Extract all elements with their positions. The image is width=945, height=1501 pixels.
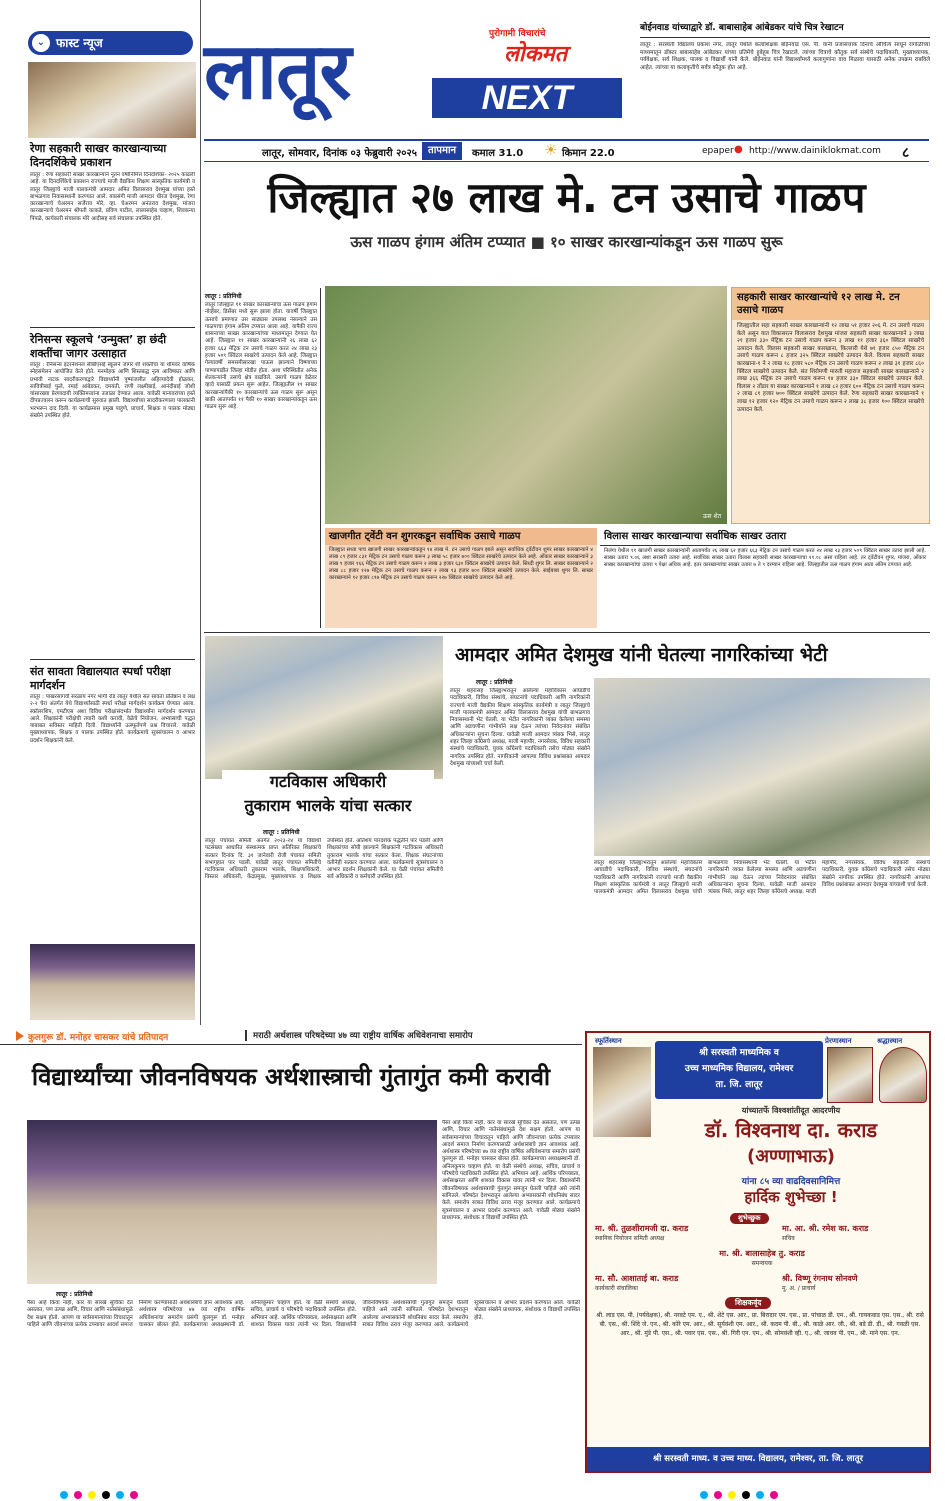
sidebar-story3-headline: संत सावता विद्यालयात स्पर्धा परीक्षा मार्गदर्शन: [30, 665, 171, 692]
kicker-right: मराठी अर्थशास्त्र परिषदेच्या ४७ व्या राष्ट्रीय वार्षिक अधिवेशनाचा समारोप: [245, 1030, 473, 1041]
ad-staff-list: श्री. लाड एस. पी. (पर्यवेक्षक), श्री. नरवटे एम. ए., श्री. शेटे एस. आर., प्रा. बिरादार एम. एस., प्रा. पांचाळ डी. एम., श्री. गायकवाड एस. एस., श्री. रासे बी. एस., श्री. शिंदे जे. एन., श्री. कोरे एम. आर., श्री. सूर्यवंशी एम. आर., श्री. कदम पी. बी., श्री. काळे आर. जी., श्री. बडे डी. डी., श्री. गवळी एस. आर., श्री. मुंडे पी. एस., श्री. पवार एस. एस., श्री. गिरी एन. एम., श्री. सोमवंशी व्ही. ए., श्री. जाधव पी. एम., श्री. माने एस. एन.: [596, 1312, 924, 1337]
econ-body-side: पैसा आहे किंवा नाही, कार या सारखे सूचिका देत असतात, पण उत्पन्न आणि, विचार आणि नातेसंबंधामुळे देश सक्षम होतो. आपण या सर्वसामान्यांच्या विचारातून पाहिले आणि जीवनाच्या प्रत्येक टप्प्यावर आदर्श समाज निर्माण करण्यासाठी अर्थशास्त्राचे ज्ञान आवश्यक आहे. अर्थशास्त्र परिषदेच्या ४७ व्या राष्ट्रीय वार्षिक अधिवेशनाचा समारोप प्रसंगी कुलगुरू डॉ. मनोहर चासकर बोलत होते. कार्यक्रमाच्या अध्यक्षस्थानी डॉ. अनिलकुमार चव्हाण होते. या वेळी संस्थेचे अध्यक्ष, सचिव, प्राचार्य व परिषदेचे पदाधिकारी उपस्थित होते. अभियान आहे. आर्थिक परिपक्वता, अर्थसाक्षरता आणि शाश्वत विकास यावर त्यांनी भर दिला. विद्यार्थ्यांनी जीवनविषयक अर्थशास्त्राची गुंतागुंत समजून घेतली पाहिजे असे त्यांनी सांगितले. परिषदेत देशभरातून आलेल्या अभ्यासकांनी शोधनिबंध सादर केले. समारोप सत्रात विविध ठराव मंजूर करण्यात आले. कार्यक्रमाचे सूत्रसंचालन व आभार प्रदर्शन करण्यात आले. यावेळी मोठ्या संख्येने प्राध्यापक, संशोधक व विद्यार्थी उपस्थित होते.: [442, 1120, 580, 1221]
fast-news-label: फास्ट न्यूज: [56, 36, 103, 50]
masthead: [204, 18, 630, 138]
sidebar-story2-headline: रेनिसन्स स्कूलचे ‘उन्मुक्त’ हा छंदी शक्तींचा जागर उत्साहात: [30, 333, 167, 360]
deshmukh-byline: लातूर : प्रतिनिधी: [476, 679, 513, 686]
registration-marks-right: [700, 1484, 784, 1501]
sugarcane-field-photo: [325, 286, 727, 524]
ad-person2-role: सचिव: [782, 1235, 795, 1242]
epaper-link[interactable]: http://www.dainiklokmat.com: [749, 146, 881, 156]
ad-person1-name: मा. श्री. तुळशीरामजी दा. कराड: [595, 1224, 689, 1233]
ad-honoree-alias: (अण्णाभाऊ): [747, 1146, 835, 1167]
orange-triangle-icon: [16, 1031, 24, 1041]
main-byline: लातूर : प्रतिनिधी: [205, 293, 242, 300]
ad-guide-label: प्रेरणास्थान: [825, 1037, 852, 1045]
ad-portrait-guide: [827, 1047, 873, 1103]
coop-box-body: जिल्ह्यातील सहा सहकारी साखर कारखान्यांनी १२ लाख ५१ हजार २०६ मे. टन उसाचे गाळप केले असून यात विकासरत्न विलासराव देशमुख मांजरा सहकारी साखर कारखान्याने ३ लाख २१ हजार ३३० मेट्रिक टन उसाचे गाळप करून ३ लाख ११ हजार ३६० क्विंटल साखरेचे उत्पादन केले. विलास सहकारी साखर कारखाना, किल्लारी येथे ७१ हजार ८५० मेट्रिक टन उसाचे गाळप करून ८ हजार ३२५ क्विंटल साखरेचे उत्पादन केले. विलास सहकारी साखर कारखाना-१ ने २ लाख १८ हजार ५८० मेट्रिक टन उसाचे गाळप करून २ लाख ३१ हजार ८६० क्विंटल साखरेचे उत्पादन केले. संत शिरोमणी मारुती महाराज सहकारी साखर कारखान्याने २ लाख ३६६ मेट्रिक टन उसाचे गाळप करून १४ हजार ३३० क्विंटल साखरेचे उत्पादन केले. विलास २ तोंडार या साखर कारखान्याने १ लाख ८२ हजार ६०० मेट्रिक टन उसाचे गाळप करून २ लाख ८१ हजार ७०० क्विंटल साखरेचे उत्पादन केले. रेणा सहकारी साखर कारखान्याने १ लाख १२ हजार १२० मेट्रिक टन उसाचे गाळप करून २ लाख ३८ हजार १०० क्विंटल साखरेचे उत्पादन केले.: [737, 323, 924, 413]
top-right-headline: बोईनवाड यांच्याद्वारे डॉ. बाबासाहेब आंबेडकर यांचे चित्र रेखाटन: [640, 22, 930, 38]
econ-body: पैसा आहे किंवा नाही, कार या सारखे सूचिका देत असतात, पण उत्पन्न आणि, विचार आणि नातेसंबंधामुळे देश सक्षम होतो. आपण या सर्वसामान्यांच्या विचारातून पाहिले आणि जीवनाच्या प्रत्येक टप्प्यावर आदर्श समाज निर्माण करण्यासाठी अर्थशास्त्राचे ज्ञान आवश्यक आहे. अर्थशास्त्र परिषदेच्या ४७ व्या राष्ट्रीय वार्षिक अधिवेशनाचा समारोप प्रसंगी कुलगुरू डॉ. मनोहर चासकर बोलत होते. कार्यक्रमाच्या अध्यक्षस्थानी डॉ. अनिलकुमार चव्हाण होते. या वेळी संस्थेचे अध्यक्ष, सचिव, प्राचार्य व परिषदेचे पदाधिकारी उपस्थित होते. अभियान आहे. आर्थिक परिपक्वता, अर्थसाक्षरता आणि शाश्वत विकास यावर त्यांनी भर दिला. विद्यार्थ्यांनी जीवनविषयक अर्थशास्त्राची गुंतागुंत समजून घेतली पाहिजे असे त्यांनी सांगितले. परिषदेत देशभरातून आलेल्या अभ्यासकांनी शोधनिबंध सादर केले. समारोप सत्रात विविध ठराव मंजूर करण्यात आले. कार्यक्रमाचे सूत्रसंचालन व आभार प्रदर्शन करण्यात आले. यावेळी मोठ्या संख्येने प्राध्यापक, संशोधक व विद्यार्थी उपस्थित होते.: [27, 1300, 580, 1328]
divider: [30, 659, 195, 660]
epaper-label: epaper: [702, 146, 734, 156]
max-temp: कमाल 31.0: [472, 148, 524, 159]
main-headline: जिल्ह्यात २७ लाख मे. टन उसाचे गाळप: [267, 173, 866, 222]
deshmukh-body: लातूर शहरासह जिल्ह्याभरातून आलेल्या महाविकास आघाडीचे पदाधिकारी, विविध संस्थांचे, संघटनांचे पदाधिकारी आणि नागरिकांनी राज्याचे माजी वैद्यकीय शिक्षण सांस्कृतिक कार्यमंत्री व लातूर जिल्ह्याचे माजी पालकमंत्री आमदार अमित विलासराव देशमुख यांची बाभळगाव निवासस्थानी भेट घेतली. या भेटीत नागरिकांनी व्यक्त केलेल्या समस्या आणि अडचणींना गांभीर्याने लक्ष देऊन त्यांच्या निवेदनांवर संबंधित अधिकाऱ्यांना सूचना दिल्या. यावेळी माजी आमदार त्र्यंबक भिसे, लातूर शहर जिल्हा काँग्रेसचे अध्यक्ष, माजी महापौर, नगरसेवक, विविध सहकारी संस्थांचे पदाधिकारी, युवक काँग्रेसचे पदाधिकारी तसेच मोठ्या संख्येने नागरिक उपस्थित होते. नागरिकांनी आपल्या विविध प्रश्नांबाबत आमदार देशमुख यांच्याशी चर्चा केली.: [450, 688, 590, 767]
page-number: ८: [902, 145, 910, 161]
masthead-title: लातूर: [204, 27, 351, 117]
vilas-box: [600, 528, 930, 628]
kicker-left: कुलगुरू डॉ. मनोहर चासकर यांचे प्रतिपादन: [28, 1033, 169, 1043]
coop-box-headline: सहकारी साखर कारखान्यांचे १२ लाख मे. टन उसाचे गाळप: [732, 288, 929, 320]
sidebar-photo-students: [30, 944, 195, 1020]
ad-inspiration-label: स्फूर्तिस्थान: [595, 1037, 622, 1045]
main-body: लातूर जिल्ह्यात ११ साखर कारखान्यांचा ऊस गाळप हंगाम नोव्हेंबर, डिसेंबर मध्ये सुरू झाला होता. यावर्षी जिल्ह्यात ऊसाचे प्रमाणात उस साठ्यास उपलब्ध नसल्याने उस गाळपाचा हंगाम अंतिम टप्प्यात आला आहे. यापैकी राज्य शासनाच्या साखर कारखान्यांच्या माध्यमातून देण्यात येत आहे. जिल्ह्यात ११ साखर कारखान्यांनी २६ लाख ६२ हजार ६६३ मेट्रिक टन उसाचे गाळप करत २४ लाख २३ हजार ५०९ क्विंटल साखरेचे उत्पादन केले आहे. जिल्ह्यात गेल्यावर्षी समसमीसारखा पाऊस झाल्याने विष्णाच्या पाण्यापाडीत जिल्हा मोडीत होता. अशा परिस्थितीत अनेक शेतकऱ्यांनी उसाचे क्षेत्र वाढविले. उसाचे गाळप वेळेवर व्हावे यासाठी प्रयत्न सुरू आहेत. जिल्ह्यातील ११ साखर कारखान्यांपैकी १० कारखान्यांचे ऊस गाळप सुरू असून बाकी आतापर्यंत ११ पैकी १० साखर कारखान्यांकडून ऊस गाळप सुरू आहे.: [205, 302, 317, 411]
bhalke-body: लातूर पंचायत समिती अंतर्गत २०२३-२४ या विद्यार्थी पटसंख्या आधारित संस्थात्मक प्राप्त अतिरिक्त शिक्षकांचे सत्कार दिनांक दि. ३१ जानेवारी रोजी पंचायत समिती सभागृहात पार पडली. यावेळी लातूर पंचायत समितीचे गटविकास अधिकारी तुकाराम भालके, शिक्षणाधिकारी, विस्तार अधिकारी, केंद्रप्रमुख, मुख्याध्यापक व शिक्षक उपस्थित होते. अतिशय पारदर्शक पद्धतीने पार पडली आणि शिक्षकांच्या सोयी झाल्याने शिक्षकांनी गटविकास अधिकारी तुकाराम भालके यांचा सत्कार केला. शिक्षक संघटनांच्या वतीनेही सत्कार करण्यात आला. कार्यक्रमाचे सूत्रसंचालन व आभार प्रदर्शन शिक्षकांनी केले. या वेळी पंचायत समितीचे सर्व अधिकारी व कर्मचारी उपस्थित होते.: [205, 838, 443, 881]
deshmukh-meeting-photo: [594, 678, 930, 856]
ad-person5-name: श्री. विष्णू रंगनाथ सोनवणे: [782, 1274, 858, 1283]
registration-marks-left: [60, 1484, 144, 1501]
top-right-body: लातूर : सरस्वती विद्यालय प्रकाश नगर, लातूर येथील कलाशिक्षक बोईनवाड एस. पी. यांनी प्रजासत्ताक दिनाचे औचित्य साधून रांगोळीच्या माध्यमातून डॉक्टर बाबासाहेब आंबेडकर यांच्या प्रतिमेचे हुबेहूब चित्र रेखाटले. त्यांच्या चित्राचे कौतुक सर्व संस्थेचे पदाधिकारी, मुख्याध्यापक, पर्यवेक्षक, सर्व शिक्षक, पालक व विद्यार्थी यांनी केले. बोईनवाड यांनी विद्यार्थ्यांमध्ये कलागुणांना वाव मिळावा यासाठी अनेक उपक्रम राबविले आहेत. त्यांच्या या कलाकृतीचे सर्वत्र कौतुक होत आहे.: [640, 42, 930, 71]
brand-logo: लोकमत: [504, 42, 568, 67]
sidebar-photo-calendar-release: [28, 62, 196, 138]
ad-person5-role: मु. अ. / प्राचार्य: [782, 1285, 816, 1292]
dateline-bar: [204, 139, 929, 162]
sidebar: [0, 0, 201, 1025]
ad-school-banner: [655, 1041, 823, 1099]
main-subhead: ऊस गाळप हंगाम अंतिम टप्प्यात ■ १० साखर कारखान्यांकडून ऊस गाळप सुरू: [350, 233, 783, 251]
ad-footer: श्री सरस्वती माध्य. व उच्च माध्य. विद्यालय, रामेश्वर, ता. जि. लातूर: [587, 1447, 929, 1471]
ad-occasion: यांना ८५ व्या वाढदिवसानिमित्त: [741, 1177, 841, 1187]
ad-person4-role: कार्यकारी संचालिका: [595, 1285, 638, 1292]
bhalke-headline-box: [222, 770, 434, 822]
divider: [30, 327, 195, 328]
brand-tagline: पुरोगामी विचारांचे: [489, 29, 546, 39]
min-temp: किमान 22.0: [562, 148, 615, 159]
ad-person1-role: स्थानिक नियोजन समिती अध्यक्ष: [595, 1235, 665, 1242]
vilas-box-headline: विलास साखर कारखान्याचा सर्वाधिक साखर उतारा: [600, 528, 930, 546]
ad-person5: [782, 1273, 927, 1292]
vilas-box-body: निलंगा येथील ११ खाजगी साखर कारखान्यांनी आतापर्यंत २६ लाख ६२ हजार ६६३ मेट्रिक टन उसाचे गाळप करत २४ लाख २३ हजार ५०९ क्विंटल साखर उतारा झाली आहे. साखर उतारा ९.०६ अशा सरासरी उतारा आहे. सर्वाधिक साखर उतारा विलास सहकारी साखर कारखान्याचा ११.०८ असा राहिला आहे. तर ट्वेंटीवन शुगर, मांजरा, ओंकार साखर कारखान्यांचा उतारा ९ पेक्षा अधिक आहे. इतर कारखान्यांचा साखर उतारा ७ ते ९ दरम्यान राहिला आहे. जिल्ह्यातील ऊस गाळप हंगाम आता अंतिम टप्प्यात आहे.: [604, 548, 926, 568]
ad-person2: [782, 1223, 927, 1242]
masthead-next-badge: NEXT: [432, 78, 622, 118]
ad-wish-intro: यांच्यातर्फे विश्वशांतीदूत आदरणीय: [741, 1106, 841, 1115]
kicker-strip: [0, 1027, 582, 1045]
conference-stage-photo: [27, 1120, 437, 1284]
dateline: लातूर, सोमवार, दिनांक ०३ फेब्रुवारी २०२५: [262, 148, 417, 159]
coop-box: [731, 287, 930, 524]
private-box-headline: खाजगीत ट्वेंटी वन शुगरकडून सर्वाधिक उसाचे गाळप: [325, 528, 597, 545]
bhalke-byline: लातूर : प्रतिनिधी: [263, 829, 300, 836]
birthday-advertisement: [585, 1031, 931, 1473]
bhalke-headline-line2: तुकाराम भालके यांचा सत्कार: [244, 796, 412, 815]
sidebar-story1-body: लातूर : रेणा सहकारी साखर कारखान्याने नूतन वर्षानिमित्त दिनदर्शिका- २०२५ काढली आहे. या दिनदर्शिकेचे प्रकाशन राज्याचे माजी वैद्यकिय शिक्षण सांस्कृतिक कार्यमंत्री व लातूर जिल्ह्याचे माजी पालकमंत्री आमदार अमित विलासराव देशमुख यांच्या हस्ते बाभळगाव निवासस्थानी करण्यात आले. याप्रसंगी माजी आमदार धीरज देशमुख, रेणा कारखान्याचे चेअरमन सर्जेराव मोरे, व्हा. चेअरमन अनंतराव देशमुख, मांजरा कारखान्याचे चेअरमन श्रीपती काकडे, प्रविण पाटील, लालासाहेब चव्हाण, शिवकन्या पिंपळे, कार्यकारी संचालक मोरे आदीसह सर्व संचालक उपस्थित होते.: [30, 172, 195, 222]
section-rule: [204, 632, 930, 633]
ad-school-line3: ता. जि. लातूर: [715, 1080, 763, 1090]
ad-person3-name: मा. श्री. बालासाहेब तु. कराड: [719, 1249, 805, 1258]
chevron-down-icon: ⌄: [32, 34, 50, 52]
ad-portrait-tribute: [879, 1047, 927, 1103]
fast-news-tag: [28, 31, 193, 55]
column-rule: [320, 288, 321, 628]
ad-person1: [595, 1223, 755, 1242]
ad-portrait-main: [593, 1047, 651, 1137]
sidebar-story2-body: लातूर : रेनिसन्स इंटरनॅशनल सीबीएसई स्कूलने जागर शी शक्तीचा या थीमवर वार्षिक स्नेहसंमेलन आयोजित केले होते. मनमोहक आणि शिस्तबद्ध नृत्य आविष्कार आणि प्रभावी नाटक सादरीकरणाद्वारे विद्यार्थ्यांनी पुष्पांजलीत अहिल्यादेवी होळकर, सावित्रीबाई फुले, रमाई आंबेडकर, दमयंती, राणी लक्ष्मीबाई, आनंदीबाई जोशी यांसारख्या प्रेरणादायी व्यक्तिमत्त्वांना उजाळा देण्यात आला. यावेळी मान्यवरांच्या हस्ते दीपप्रज्वलन करून कार्यक्रमाची सुरुवात झाली. विद्यार्थ्यांच्या सादरीकरणाला पालकांनी भरभरून दाद दिली. या कार्यक्रमास प्रमुख पाहुणे, प्राचार्य, शिक्षक व पालक मोठ्या संख्येने उपस्थित होते.: [30, 362, 195, 420]
felicitation-photo: [205, 636, 443, 779]
ad-tribute-label: श्रद्धास्थान: [877, 1037, 903, 1045]
ad-school-line1: श्री सरस्वती माध्यमिक व: [699, 1048, 779, 1058]
top-right-story: [640, 22, 930, 137]
bhalke-headline-line1: गटविकास अधिकारी: [269, 772, 387, 791]
temperature-label: तापमान: [422, 142, 462, 160]
ad-wishers-label: शुभेच्छुक: [730, 1213, 769, 1224]
deshmukh-headline: आमदार अमित देशमुख यांनी घेतल्या नागरिकांच्या भेटी: [455, 644, 828, 666]
ad-person4-name: मा. सौ. आशाताई बा. कराड: [595, 1274, 679, 1283]
ad-person2-name: मा. आ. श्री. रमेश का. कराड: [782, 1224, 869, 1233]
ad-greeting: हार्दिक शुभेच्छा !: [744, 1188, 838, 1206]
ad-honoree: डॉ. विश्वनाथ दा. कराड: [704, 1118, 878, 1142]
ad-person4: [595, 1273, 760, 1292]
ad-person3: [682, 1248, 842, 1267]
econ-byline: लातूर : प्रतिनिधी: [56, 1291, 93, 1298]
sun-icon: ☀: [544, 141, 558, 159]
sidebar-story1-headline: रेणा सहकारी साखर कारखान्याच्या दिनदर्शिकेचे प्रकाशन: [30, 142, 167, 169]
ad-school-line2: उच्च माध्यमिक विद्यालय, रामेश्वर: [684, 1064, 794, 1074]
globe-icon: ●: [734, 144, 743, 155]
ad-staff-label: शिक्षकवृंद: [725, 1297, 771, 1309]
photo-caption: ऊस शेत: [702, 513, 721, 520]
private-box-body: जिल्ह्यात सध्या पाच खाजगी साखर कारखान्यांकडून १४ लाख मे. टन उसाचे गाळप झाले असून सर्वाधिक ट्वेंटीवन शुगर साखर कारखान्याने ४ लाख ८९ हजार ८३१ मेट्रिक टन उसाचे गाळप करून ३ लाख ५८ हजार ७०० क्विंटल साखरेचे उत्पादन केले आहे. ओंकार साखर कारखान्याने ३ लाख ९ हजार १६६ मेट्रिक टन उसाचे गाळप करून २ लाख ३ हजार ६३० क्विंटल साखरेचे उत्पादन केले. सिध्दी शुगर लि. साखर कारखान्याने २ लाख ८८ हजार १२७ मेट्रिक टन उसाचे गाळप करून २ लाख १३ हजार ७०० क्विंटल साखरेचे उत्पादन केले. साईबाबा शुगर लि. साखर कारखान्याने १२ हजार ८९७ मेट्रिक टन उसाचे गाळप करून २२७ क्विंटल साखरेचे उत्पादन केले आहे.: [329, 547, 593, 581]
sidebar-story3-body: लातूर : पाखरसांगवी सरळाय नगर भागी रोड लातूर येथील संत सावता प्रतिष्ठान व लक्ष २-२ चेरा अंतर्गत येथे विद्यार्थ्यांसाठी स्पर्धा परीक्षा मार्गदर्शन कार्यक्रम घेण्यात आला. स्कॉलरशिप, एमटीएस अशा विविध परीक्षांसंदर्भात विद्यार्थ्यांना मार्गदर्शन करण्यात आले. शिक्षकांनी परीक्षेची तयारी कशी करावी, वेळेचे नियोजन, अभ्यासाची पद्धत याबाबत सविस्तर माहिती दिली. विद्यार्थ्यांनी उत्स्फूर्तपणे प्रश्न विचारले. यावेळी मुख्याध्यापक, शिक्षक व पालक उपस्थित होते. कार्यक्रमाचे सूत्रसंचालन व आभार प्रदर्शन शिक्षकांनी केले.: [30, 694, 195, 744]
ad-person3-role: समन्वयक: [751, 1260, 773, 1267]
deshmukh-body-continued: लातूर शहरासह जिल्ह्याभरातून आलेल्या महाविकास आघाडीचे पदाधिकारी, विविध संस्थांचे, संघटनांचे पदाधिकारी आणि नागरिकांनी राज्याचे माजी वैद्यकीय शिक्षण सांस्कृतिक कार्यमंत्री व लातूर जिल्ह्याचे माजी पालकमंत्री आमदार अमित विलासराव देशमुख यांची बाभळगाव निवासस्थानी भेट घेतली. या भेटीत नागरिकांनी व्यक्त केलेल्या समस्या आणि अडचणींना गांभीर्याने लक्ष देऊन त्यांच्या निवेदनांवर संबंधित अधिकाऱ्यांना सूचना दिल्या. यावेळी माजी आमदार त्र्यंबक भिसे, लातूर शहर जिल्हा काँग्रेसचे अध्यक्ष, माजी महापौर, नगरसेवक, विविध सहकारी संस्थांचे पदाधिकारी, युवक काँग्रेसचे पदाधिकारी तसेच मोठ्या संख्येने नागरिक उपस्थित होते. नागरिकांनी आपल्या विविध प्रश्नांबाबत आमदार देशमुख यांच्याशी चर्चा केली.: [594, 860, 930, 896]
econ-headline: विद्यार्थ्यांच्या जीवनविषयक अर्थशास्त्राची गुंतागुंत कमी करावी: [31, 1063, 551, 1091]
private-box: [325, 528, 597, 628]
